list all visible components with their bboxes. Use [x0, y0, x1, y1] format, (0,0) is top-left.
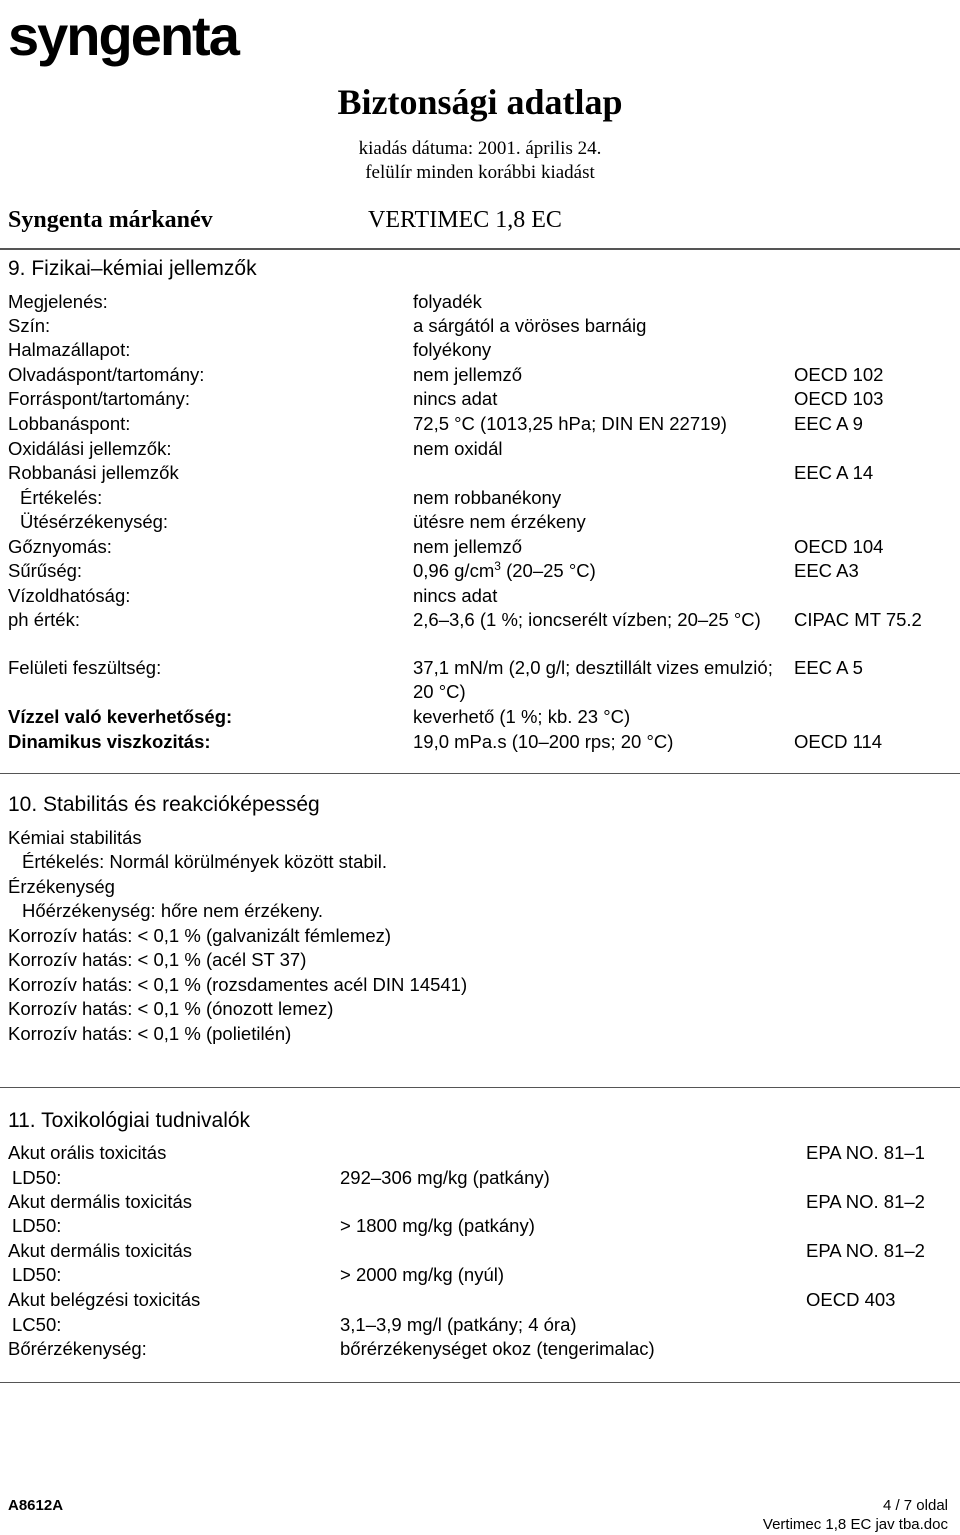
- table-row: [0, 730, 960, 754]
- row-value: 292–306 mg/kg (patkány): [340, 1167, 550, 1188]
- row-value: ütésre nem érzékeny: [413, 511, 586, 532]
- table-row: [0, 510, 960, 534]
- section-divider: [0, 1087, 960, 1088]
- corrosion-item: [8, 1022, 291, 1046]
- row-label: Robbanási jellemzők: [8, 462, 179, 483]
- row-label: Vízoldhatóság:: [8, 585, 131, 606]
- row-method: OECD 114: [794, 731, 883, 752]
- corrosion-item: [8, 997, 333, 1021]
- table-row: [0, 1337, 960, 1361]
- supersedes-note: felülír minden korábbi kiadást: [365, 162, 595, 183]
- row-label: Ütésérzékenység:: [20, 511, 169, 532]
- row-label: Felületi feszültség:: [8, 657, 162, 678]
- footer-page: 4 / 7 oldal: [882, 1497, 948, 1514]
- corrosion-item: [8, 948, 306, 972]
- row-label: Megjelenés:: [8, 291, 108, 312]
- row-method: EPA NO. 81–2: [806, 1240, 925, 1261]
- row-label: Szín:: [8, 315, 51, 336]
- table-row: [0, 535, 960, 559]
- corrosion-item: [8, 973, 467, 997]
- syngenta-logo: syngenta: [8, 4, 238, 67]
- row-value: 3,1–3,9 mg/l (patkány; 4 óra): [340, 1314, 577, 1335]
- table-row: [0, 461, 960, 485]
- stability-evaluation: [22, 850, 387, 874]
- table-row: [0, 1288, 960, 1312]
- table-row: [0, 584, 960, 608]
- sensitivity-heading: Érzékenység: [8, 876, 115, 897]
- row-method: OECD 403: [806, 1289, 896, 1310]
- density-value: 0,96 g/cm: [413, 560, 495, 581]
- row-value: nem jellemző: [413, 364, 522, 385]
- row-label: LD50:: [12, 1167, 62, 1188]
- corrosion-text: < 0,1 % (polietilén): [132, 1023, 292, 1044]
- section-10-heading: 10. Stabilitás és reakcióképesség: [8, 793, 320, 816]
- corrosion-label: Korrozív hatás:: [8, 1023, 133, 1044]
- brand-label: Syngenta márkanév: [8, 207, 213, 233]
- row-label: LC50:: [12, 1314, 62, 1335]
- table-row: [0, 437, 960, 461]
- product-name: VERTIMEC 1,8 EC: [368, 207, 562, 233]
- corrosion-item: [8, 924, 391, 948]
- heat-sensitivity: [22, 899, 323, 923]
- row-label: Oxidálási jellemzők:: [8, 438, 172, 459]
- row-method: OECD 102: [794, 364, 884, 385]
- table-row: [0, 314, 960, 338]
- chemical-stability-heading: Kémiai stabilitás: [8, 827, 142, 848]
- row-value: 72,5 °C (1013,25 hPa; DIN EN 22719): [413, 413, 727, 434]
- section-11-heading: 11. Toxikológiai tudnivalók: [8, 1109, 251, 1132]
- evaluation-text: Normál körülmények között stabil.: [104, 851, 388, 872]
- row-value: keverhető (1 %; kb. 23 °C): [413, 706, 631, 727]
- header-divider: [0, 248, 960, 250]
- corrosion-text: < 0,1 % (ónozott lemez): [132, 998, 334, 1019]
- table-row: [0, 338, 960, 362]
- row-method: CIPAC MT 75.2: [794, 609, 922, 630]
- row-method: OECD 104: [794, 536, 884, 557]
- table-row: [0, 412, 960, 436]
- row-value: nincs adat: [413, 388, 498, 409]
- density-unit-exponent: 3: [494, 558, 501, 573]
- corrosion-text: < 0,1 % (galvanizált fémlemez): [132, 925, 392, 946]
- row-value: > 2000 mg/kg (nyúl): [340, 1264, 505, 1285]
- section-divider: [0, 1382, 960, 1383]
- evaluation-label: Értékelés:: [22, 851, 105, 872]
- row-label: Bőrérzékenység:: [8, 1338, 147, 1359]
- row-label: Akut dermális toxicitás: [8, 1240, 193, 1261]
- row-value: nincs adat: [413, 585, 498, 606]
- row-value: > 1800 mg/kg (patkány): [340, 1215, 535, 1236]
- table-row: [0, 1141, 960, 1165]
- row-method: EPA NO. 81–1: [806, 1142, 925, 1163]
- row-value: [413, 559, 596, 583]
- corrosion-text: < 0,1 % (rozsdamentes acél DIN 14541): [132, 974, 468, 995]
- table-row: [0, 363, 960, 387]
- footer-filename: Vertimec 1,8 EC jav tba.doc: [762, 1516, 948, 1533]
- corrosion-label: Korrozív hatás:: [8, 974, 133, 995]
- table-row: [0, 1214, 960, 1238]
- table-row: [0, 1166, 960, 1190]
- row-label: Forráspont/tartomány:: [8, 388, 190, 409]
- row-method: EPA NO. 81–2: [806, 1191, 925, 1212]
- row-value: folyékony: [413, 339, 492, 360]
- corrosion-text: < 0,1 % (acél ST 37): [132, 949, 307, 970]
- row-label: LD50:: [12, 1215, 62, 1236]
- row-value: bőrérzékenységet okoz (tengerimalac): [340, 1338, 655, 1359]
- row-label: Gőznyomás:: [8, 536, 112, 557]
- row-value: nem jellemző: [413, 536, 522, 557]
- section-divider: [0, 773, 960, 774]
- corrosion-label: Korrozív hatás:: [8, 998, 133, 1019]
- corrosion-label: Korrozív hatás:: [8, 925, 133, 946]
- row-label: Akut belégzési toxicitás: [8, 1289, 201, 1310]
- section-9-heading: 9. Fizikai–kémiai jellemzők: [8, 257, 257, 280]
- heat-text: hőre nem érzékeny.: [155, 900, 323, 921]
- row-method: OECD 103: [794, 388, 884, 409]
- table-row: [0, 387, 960, 411]
- row-method: EEC A 5: [794, 657, 863, 678]
- table-row: [0, 559, 960, 583]
- row-value: 2,6–3,6 (1 %; ioncserélt vízben; 20–25 °C): [413, 609, 761, 630]
- table-row: [0, 486, 960, 510]
- row-label: Lobbanáspont:: [8, 413, 131, 434]
- table-row: [0, 1239, 960, 1263]
- row-method: EEC A 9: [794, 413, 863, 434]
- table-row: [0, 290, 960, 314]
- row-label: LD50:: [12, 1264, 62, 1285]
- row-label: Értékelés:: [20, 487, 103, 508]
- row-value: folyadék: [413, 291, 482, 312]
- row-value: nem oxidál: [413, 438, 503, 459]
- corrosion-label: Korrozív hatás:: [8, 949, 133, 970]
- heat-label: Hőérzékenység:: [22, 900, 156, 921]
- document-title: Biztonsági adatlap: [337, 82, 623, 122]
- row-label: Vízzel való keverhetőség:: [8, 706, 233, 727]
- row-label: Akut orális toxicitás: [8, 1142, 167, 1163]
- row-value: 19,0 mPa.s (10–200 rps; 20 °C): [413, 731, 674, 752]
- row-value: a sárgától a vöröses barnáig: [413, 315, 647, 336]
- table-row: [0, 608, 960, 656]
- row-value: nem robbanékony: [413, 487, 562, 508]
- row-method: EEC A3: [794, 560, 859, 581]
- footer-code: A8612A: [8, 1497, 64, 1514]
- row-label: Halmazállapot:: [8, 339, 131, 360]
- table-row: [0, 705, 960, 729]
- row-label: Sűrűség:: [8, 560, 83, 581]
- table-row: [0, 1190, 960, 1214]
- row-method: EEC A 14: [794, 462, 874, 483]
- row-label: ph érték:: [8, 609, 80, 630]
- issue-date: kiadás dátuma: 2001. április 24.: [358, 138, 602, 159]
- row-label: Akut dermális toxicitás: [8, 1191, 193, 1212]
- density-condition: (20–25 °C): [500, 560, 596, 581]
- row-value: 37,1 mN/m (2,0 g/l; desztillált vizes emulzió; 20 °C): [413, 657, 773, 702]
- row-label: Dinamikus viszkozitás:: [8, 731, 211, 752]
- table-row: [0, 1263, 960, 1287]
- row-label: Olvadáspont/tartomány:: [8, 364, 205, 385]
- table-row: [0, 656, 960, 704]
- table-row: [0, 1313, 960, 1337]
